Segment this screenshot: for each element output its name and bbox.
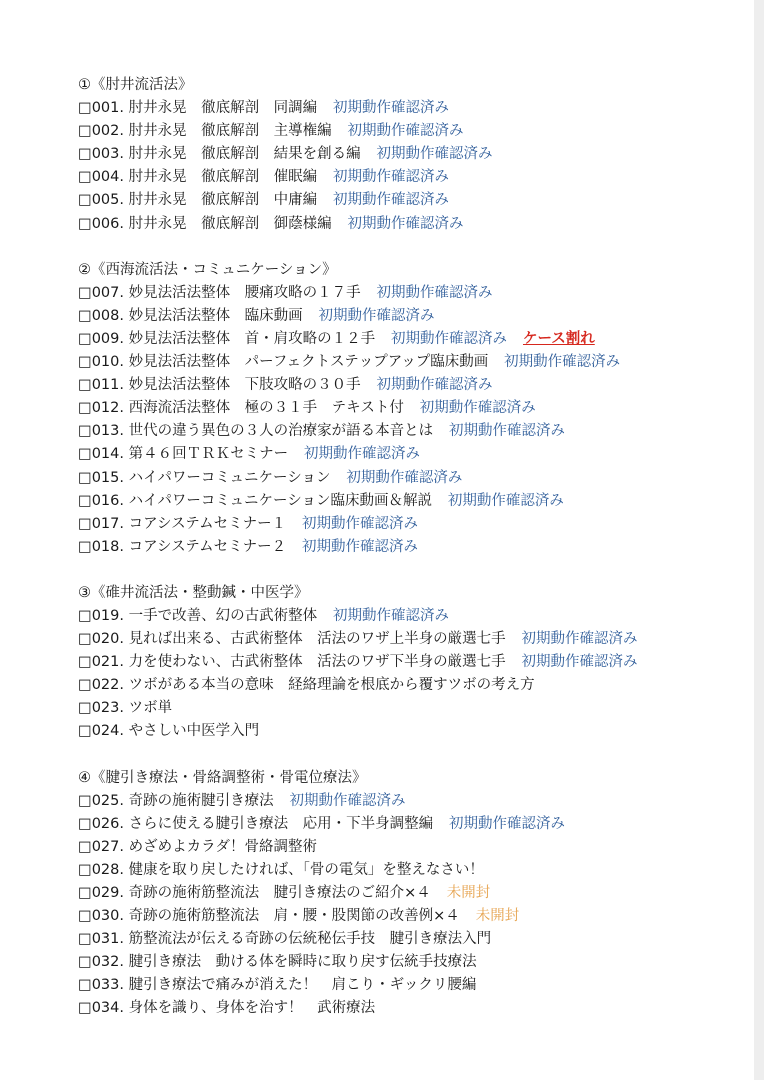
list-item: [78, 905, 754, 928]
status-label: 未開封: [446, 885, 491, 901]
item-title: ハイパワーコミュニケーション: [128, 469, 331, 486]
item-title: ツボ単: [128, 700, 173, 717]
status-label: 初期動作確認済み: [304, 446, 421, 463]
checkbox-icon: □: [78, 677, 92, 694]
item-number: 019.: [91, 607, 124, 624]
checkbox-icon: □: [78, 423, 92, 440]
checkbox-icon: □: [78, 654, 92, 671]
item-number: 033.: [91, 977, 124, 994]
item-title: 妙見法活法整体 首・肩攻略の１２手: [128, 330, 376, 347]
list-item: [78, 697, 754, 720]
checkbox-icon: □: [78, 515, 92, 532]
checkbox-icon: □: [78, 354, 92, 371]
item-number: 004.: [91, 169, 124, 186]
checkbox-icon: □: [78, 931, 92, 948]
item-title: 肘井永晃 徹底解剖 主導権編: [128, 123, 332, 140]
list-item: [78, 859, 754, 882]
checkbox-icon: □: [78, 146, 92, 163]
status-label: 初期動作確認済み: [376, 284, 493, 301]
list-item: [78, 490, 754, 513]
list-item: [78, 790, 754, 813]
checkbox-icon: □: [78, 908, 92, 925]
checkbox-icon: □: [78, 446, 92, 463]
list-item: [78, 628, 754, 651]
item-title: コアシステムセミナー２: [128, 538, 287, 555]
checkbox-icon: □: [78, 469, 92, 486]
checkbox-icon: □: [78, 330, 92, 347]
item-number: 005.: [91, 192, 124, 209]
section-heading: ②《西海流活法・コミュニケーション》: [78, 261, 337, 278]
item-number: 009.: [91, 330, 124, 347]
document-list: [78, 74, 754, 1044]
checkbox-icon: □: [78, 838, 92, 855]
status-label: 初期動作確認済み: [419, 400, 536, 417]
checkbox-icon: □: [78, 977, 92, 994]
item-title: 奇跡の施術腱引き療法: [128, 792, 274, 809]
section-1: [78, 74, 754, 236]
checkbox-icon: □: [78, 792, 92, 809]
status-label: 初期動作確認済み: [289, 792, 406, 809]
list-item: [78, 443, 754, 466]
list-item: [78, 951, 754, 974]
item-number: 032.: [91, 954, 124, 971]
list-item: [78, 97, 754, 120]
item-number: 030.: [91, 908, 124, 925]
checkbox-icon: □: [78, 123, 92, 140]
list-item: [78, 305, 754, 328]
status-label: 初期動作確認済み: [318, 307, 435, 324]
list-item: [78, 928, 754, 951]
status-label: 初期動作確認済み: [347, 215, 464, 232]
item-number: 015.: [91, 469, 124, 486]
item-number: 023.: [91, 700, 124, 717]
checkbox-icon: □: [78, 631, 92, 648]
item-number: 028.: [91, 861, 124, 878]
item-number: 002.: [91, 123, 124, 140]
item-title: やさしい中医学入門: [128, 723, 260, 740]
list-item: [78, 605, 754, 628]
item-title: めざめよカラダ！骨絡調整術: [128, 838, 317, 855]
list-item: [78, 467, 754, 490]
status-label: 未開封: [475, 908, 520, 925]
status-label: 初期動作確認済み: [504, 354, 621, 371]
section-heading: ③《碓井流活法・整動鍼・中医学》: [78, 584, 309, 601]
section-heading: ①《肘井流活法》: [78, 77, 193, 93]
item-number: 016.: [91, 492, 124, 509]
checkbox-icon: □: [78, 700, 92, 717]
list-item: [78, 836, 754, 859]
list-item: [78, 974, 754, 997]
list-item: [78, 120, 754, 143]
checkbox-icon: □: [78, 1000, 92, 1017]
status-label: 初期動作確認済み: [521, 631, 638, 648]
item-number: 014.: [91, 446, 124, 463]
status-label: 初期動作確認済み: [333, 169, 450, 186]
item-title: 肘井永晃 徹底解剖 催眠編: [128, 169, 318, 186]
status-label: 初期動作確認済み: [346, 469, 463, 486]
item-number: 003.: [91, 146, 124, 163]
item-number: 031.: [91, 931, 124, 948]
item-number: 024.: [91, 723, 124, 740]
status-label: 初期動作確認済み: [302, 538, 419, 555]
item-number: 001.: [91, 100, 124, 117]
checkbox-icon: □: [78, 100, 92, 117]
item-number: 011.: [91, 377, 124, 394]
list-item: [78, 351, 754, 374]
item-title: 第４６回ＴＲＫセミナー: [128, 446, 289, 463]
item-number: 008.: [91, 307, 124, 324]
item-number: 017.: [91, 515, 124, 532]
status-label: 初期動作確認済み: [333, 192, 450, 209]
checkbox-icon: □: [78, 307, 92, 324]
checkbox-icon: □: [78, 192, 92, 209]
item-number: 025.: [91, 792, 124, 809]
list-item: [78, 397, 754, 420]
list-item: [78, 374, 754, 397]
list-item: [78, 513, 754, 536]
section-3: [78, 582, 754, 744]
checkbox-icon: □: [78, 492, 92, 509]
warning-note: ケース割れ: [522, 330, 595, 347]
list-item: [78, 189, 754, 212]
checkbox-icon: □: [78, 400, 92, 417]
item-number: 012.: [91, 400, 124, 417]
checkbox-icon: □: [78, 815, 92, 832]
item-title: 一手で改善、幻の古武術整体: [128, 607, 318, 624]
section-4: [78, 767, 754, 1021]
checkbox-icon: □: [78, 861, 92, 878]
status-label: 初期動作確認済み: [447, 492, 564, 509]
item-title: 妙見法活法整体 パーフェクトステップアップ臨床動画: [128, 354, 489, 371]
item-title: 力を使わない、古武術整体 活法のワザ下半身の厳選七手: [128, 654, 506, 671]
item-title: 筋整流法が伝える奇跡の伝統秘伝手技 腱引き療法入門: [128, 931, 492, 948]
status-label: 初期動作確認済み: [376, 377, 493, 394]
item-number: 020.: [91, 631, 124, 648]
section-2: [78, 259, 754, 559]
item-number: 013.: [91, 423, 124, 440]
item-title: 妙見法活法整体 臨床動画: [128, 307, 303, 324]
item-number: 018.: [91, 538, 124, 555]
item-number: 010.: [91, 354, 124, 371]
item-number: 006.: [91, 215, 124, 232]
status-label: 初期動作確認済み: [333, 100, 450, 117]
checkbox-icon: □: [78, 169, 92, 186]
item-number: 027.: [91, 838, 124, 855]
list-item: [78, 651, 754, 674]
item-number: 026.: [91, 815, 124, 832]
item-title: 奇跡の施術筋整流法 腱引き療法のご紹介×４: [128, 885, 431, 901]
list-item: [78, 282, 754, 305]
list-item: [78, 213, 754, 236]
list-item: [78, 536, 754, 559]
checkbox-icon: □: [78, 284, 92, 301]
item-title: 妙見法活法整体 腰痛攻略の１７手: [128, 284, 361, 301]
item-number: 007.: [91, 284, 124, 301]
section-heading: ④《腱引き療法・骨絡調整術・骨電位療法》: [78, 769, 367, 786]
item-title: 見れば出来る、古武術整体 活法のワザ上半身の厳選七手: [128, 631, 506, 648]
checkbox-icon: □: [78, 377, 92, 394]
checkbox-icon: □: [78, 215, 92, 232]
item-title: ハイパワーコミュニケーション臨床動画＆解説: [128, 492, 432, 509]
status-label: 初期動作確認済み: [333, 607, 450, 624]
item-number: 021.: [91, 654, 124, 671]
list-item: [78, 166, 754, 189]
item-title: 肘井永晃 徹底解剖 御蔭様編: [128, 215, 332, 232]
status-label: 初期動作確認済み: [391, 330, 508, 347]
list-item: [78, 882, 754, 905]
item-title: 身体を識り、身体を治す！ 武術療法: [128, 1000, 376, 1017]
list-item: [78, 674, 754, 697]
item-title: 腱引き療法 動ける体を瞬時に取り戻す伝統手技療法: [128, 954, 477, 971]
list-item: [78, 328, 754, 351]
item-title: 世代の違う異色の３人の治療家が語る本音とは: [128, 423, 434, 440]
checkbox-icon: □: [78, 885, 92, 901]
status-label: 初期動作確認済み: [376, 146, 493, 163]
status-label: 初期動作確認済み: [449, 423, 566, 440]
list-item: [78, 813, 754, 836]
item-number: 034.: [91, 1000, 124, 1017]
item-title: 妙見法活法整体 下肢攻略の３０手: [128, 377, 361, 394]
list-item: [78, 143, 754, 166]
item-number: 022.: [91, 677, 124, 694]
status-label: 初期動作確認済み: [347, 123, 464, 140]
status-label: 初期動作確認済み: [449, 815, 566, 832]
item-number: 029.: [91, 885, 124, 901]
item-title: ツボがある本当の意味 経絡理論を根底から覆すツボの考え方: [128, 677, 535, 694]
item-title: 健康を取り戻したければ、「骨の電気」を整えなさい！: [128, 861, 484, 878]
page-edge-strip: [754, 0, 764, 1080]
item-title: 肘井永晃 徹底解剖 結果を創る編: [128, 146, 361, 163]
item-title: 肘井永晃 徹底解剖 同調編: [128, 100, 318, 117]
status-label: 初期動作確認済み: [302, 515, 419, 532]
checkbox-icon: □: [78, 723, 92, 740]
list-item: [78, 420, 754, 443]
item-title: 西海流活法整体 極の３１手 テキスト付: [128, 400, 404, 417]
item-title: 腱引き療法で痛みが消えた！ 肩こり・ギックリ腰編: [128, 977, 477, 994]
item-title: 肘井永晃 徹底解剖 中庸編: [128, 192, 318, 209]
checkbox-icon: □: [78, 607, 92, 624]
checkbox-icon: □: [78, 954, 92, 971]
item-title: コアシステムセミナー１: [128, 515, 287, 532]
checkbox-icon: □: [78, 538, 92, 555]
list-item: [78, 997, 754, 1020]
list-item: [78, 720, 754, 743]
status-label: 初期動作確認済み: [521, 654, 638, 671]
item-title: 奇跡の施術筋整流法 肩・腰・股関節の改善例×４: [128, 908, 460, 925]
item-title: さらに使える腱引き療法 応用・下半身調整編: [128, 815, 434, 832]
